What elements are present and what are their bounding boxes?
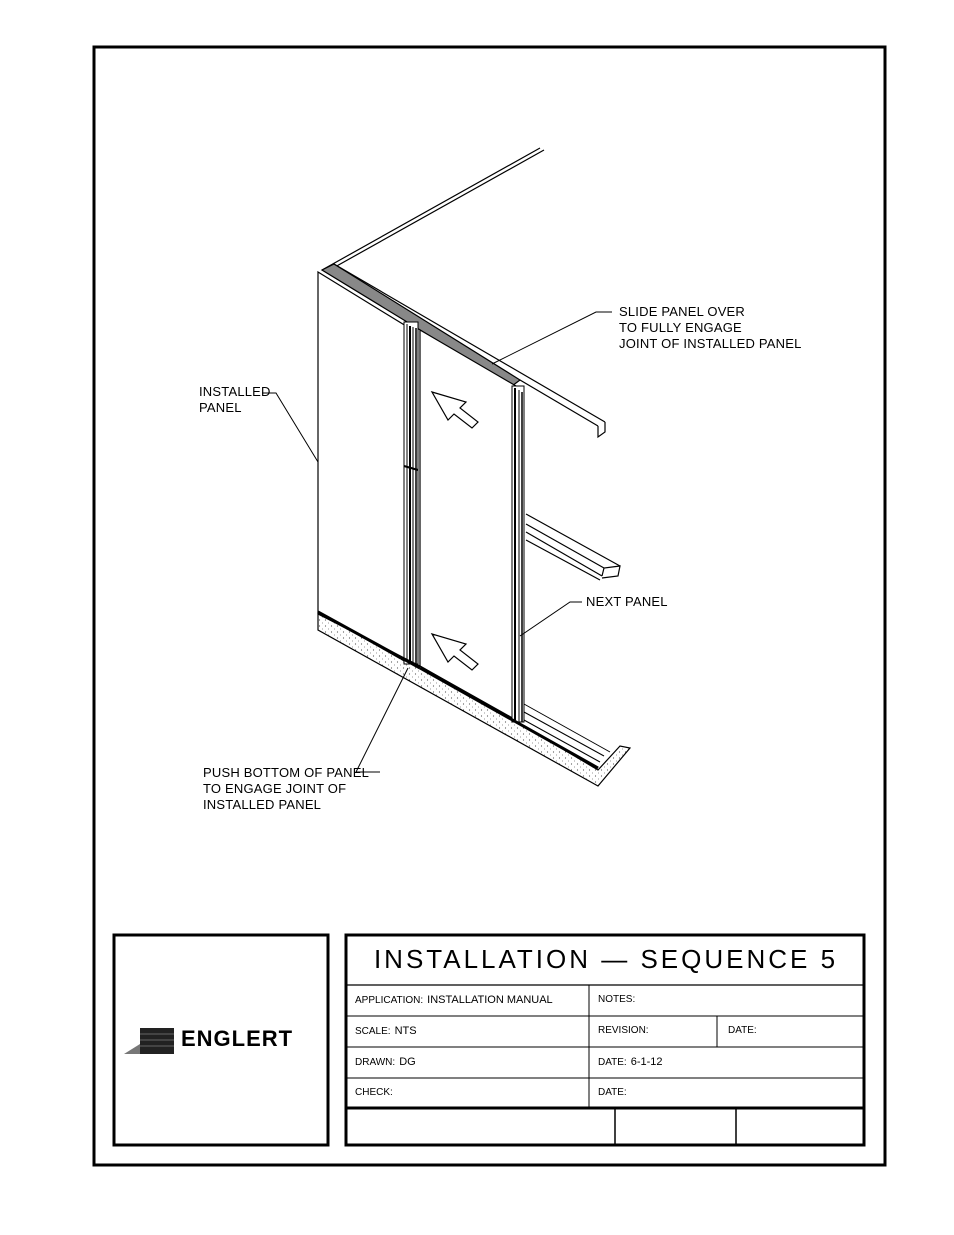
- installed-panel-label: INSTALLED PANEL: [199, 384, 271, 415]
- middle-girt: [526, 514, 620, 580]
- englert-logo-icon: [124, 1028, 174, 1054]
- scale-label: SCALE:: [355, 1026, 391, 1037]
- scale-value: NTS: [394, 1025, 417, 1037]
- application-label: APPLICATION:: [355, 995, 424, 1006]
- drawn-value: DG: [399, 1056, 416, 1068]
- application-value: INSTALLATION MANUAL: [427, 994, 553, 1006]
- drawing-title: INSTALLATION — SEQUENCE 5: [373, 944, 839, 974]
- next-panel-joint: [512, 386, 524, 722]
- revision-date-label: DATE:: [728, 1025, 757, 1036]
- scale-field: [355, 1025, 417, 1037]
- next-panel-label: NEXT PANEL: [586, 594, 668, 609]
- installed-panel: [318, 272, 406, 662]
- logo-text: ENGLERT: [181, 1026, 294, 1051]
- drawn-date-label: DATE:: [598, 1057, 627, 1068]
- installed-panel-joint: [404, 322, 418, 664]
- drawn-field: [355, 1056, 416, 1068]
- drawn-date-value: 6-1-12: [630, 1056, 663, 1068]
- check-date-label: DATE:: [598, 1087, 627, 1098]
- roof-edge: [322, 148, 544, 272]
- revision-label: REVISION:: [598, 1025, 649, 1036]
- drawn-label: DRAWN:: [355, 1057, 396, 1068]
- application-field: [355, 994, 553, 1006]
- drawn-date-field: [598, 1056, 663, 1068]
- push-bottom-label: PUSH BOTTOM OF PANEL TO ENGAGE JOINT OF INSTALLED PANEL: [203, 765, 370, 812]
- slide-panel-label: SLIDE PANEL OVER TO FULLY ENGAGE JOINT OF INSTALLED PANEL: [619, 304, 802, 351]
- notes-label: NOTES:: [598, 994, 636, 1005]
- check-label: CHECK:: [355, 1087, 393, 1098]
